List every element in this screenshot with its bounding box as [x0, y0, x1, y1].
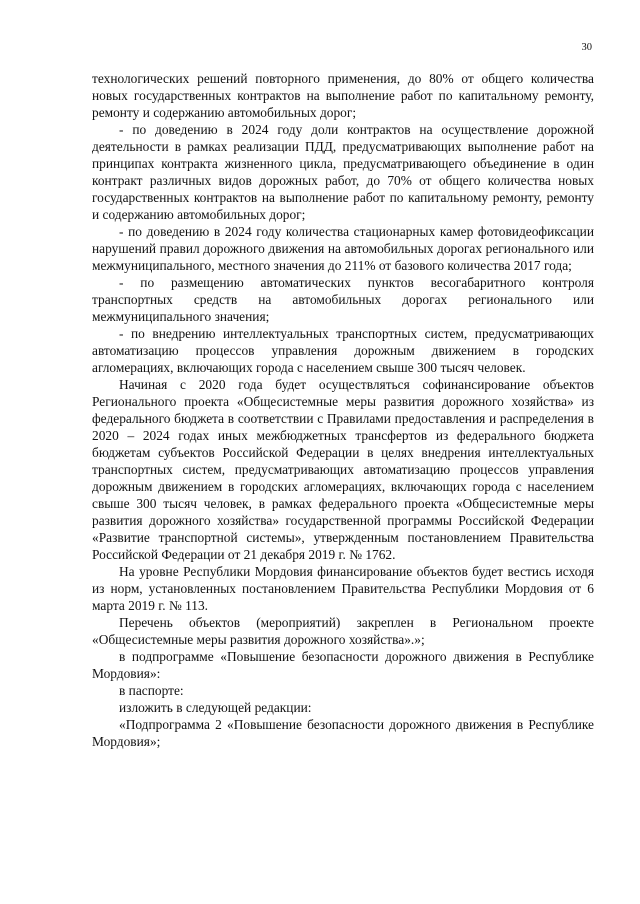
paragraph-mordovia-level: На уровне Республики Мордовия финансирование объектов будет вестись исходя из норм, установленных постановлением Правительства Республики Мордовия от 6 марта 2019 г. № 113.	[92, 564, 594, 613]
list-item-weight-control: - по размещению автоматических пунктов весогабаритного контроля транспортных средств на автомобильных дорогах регионального или межмуниципального значения;	[92, 275, 594, 324]
paragraph-subprogram-intro: в подпрограмме «Повышение безопасности дорожного движения в Республике Мордовия»:	[92, 649, 594, 681]
subprogram-title: «Подпрограмма 2 «Повышение безопасности дорожного движения в Республике Мордовия»;	[92, 717, 594, 749]
document-body	[92, 70, 594, 750]
instruction-restate: изложить в следующей редакции:	[119, 700, 312, 715]
list-item-cameras: - по доведению в 2024 году количества стационарных камер фотовидеофиксации нарушений правил дорожного движения на автомобильных дорогах регионального или межмуниципального, местного значения до 211% от базового количества 2017 года;	[92, 224, 594, 273]
instruction-in-passport: в паспорте:	[119, 683, 184, 698]
paragraph-cofinancing: Начиная с 2020 года будет осуществляться софинансирование объектов Регионального проекта «Общесистемные меры развития дорожного хозяйства» из федерального бюджета в соответствии с Правилами предоставления и распределения в 2020 – 2024 годах иных межбюджетных трансфертов из федерального бюджета бюджетам субъектов Российской Федерации в целях внедрения интеллектуальных транспортных систем, предусматривающих автоматизацию процессов управления дорожным движением в городских агломерациях, включающих города с населением свыше 300 тысяч человек, в рамках федерального проекта «Общесистемные меры развития дорожного хозяйства» государственной программы Российской Федерации «Развитие транспортной системы», утвержденным постановлением Правительства Российской Федерации от 21 декабря 2019 г. № 1762.	[92, 377, 594, 562]
list-item-intelligent-transport: - по внедрению интеллектуальных транспортных систем, предусматривающих автоматизацию процессов управления дорожным движением в городских агломерациях, включающих города с населением свыше 300 тысяч человек.	[92, 326, 594, 375]
list-item-contracts-lifecycle: - по доведению в 2024 году доли контрактов на осуществление дорожной деятельности в рамках реализации ПДД, предусматривающих выполнение работ на принципах контракта жизненного цикла, предусматривающего объединение в один контракт различных видов дорожных работ, до 70% от общего количества новых государственных контрактов на выполнение работ по капитальному ремонту, ремонту и содержанию автомобильных дорог;	[92, 122, 594, 222]
page-number: 30	[581, 42, 592, 53]
paragraph-object-list: Перечень объектов (мероприятий) закреплен в Региональном проекте «Общесистемные меры развития дорожного хозяйства».»;	[92, 615, 594, 647]
paragraph-continuation: технологических решений повторного применения, до 80% от общего количества новых государственных контрактов на выполнение работ по капитальному ремонту, ремонту и содержанию автомобильных дорог;	[92, 71, 594, 120]
